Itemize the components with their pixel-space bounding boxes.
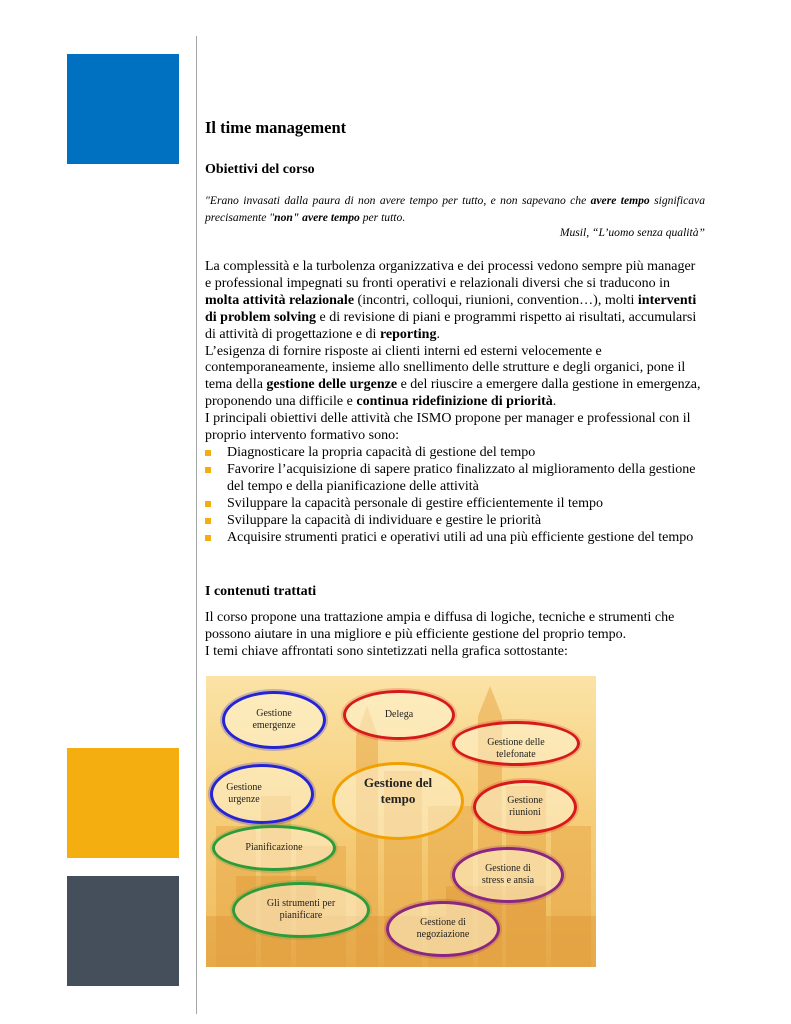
oval-label: Delega — [384, 709, 414, 720]
quote-attribution: Musil, “L’uomo senza qualità” — [559, 226, 705, 239]
bullet-square-icon — [205, 518, 211, 524]
vertical-divider — [196, 36, 197, 1014]
paragraph-themes: I temi chiave affrontati sono sintetizzati nella grafica sottostante: — [205, 643, 568, 659]
section-heading-contenuti: I contenuti trattati — [205, 584, 317, 599]
text-run: L’esigenza di fornire risposte ai clienti interni ed esterni velocemente e contemporaneamente, insieme allo snellimento delle strutture e degli organici, pone il tema della — [205, 343, 686, 393]
list-item — [205, 496, 705, 513]
oval-label: Gestione di stress e ansia — [481, 863, 535, 886]
oval-label: Gestione di negoziazione — [416, 917, 470, 940]
oval-gestione-urgenze — [210, 764, 314, 824]
text-run: . — [436, 326, 440, 342]
text-run: (incontri, colloqui, riunioni, convention…), molti — [354, 292, 638, 308]
list-item-text: Sviluppare la capacità personale di gestire efficientemente il tempo — [227, 495, 604, 511]
oval-label: Gli strumenti per pianificare — [266, 898, 336, 921]
oval-gestione-emergenze — [222, 691, 326, 749]
bold-run: reporting — [379, 326, 437, 342]
contents-body — [205, 610, 705, 661]
oval-label: Gestione riunioni — [507, 795, 543, 818]
oval-label: Gestione emergenze — [252, 708, 296, 731]
oval-label: Gestione del tempo — [363, 775, 433, 806]
quote-text: per tutto. — [359, 211, 406, 224]
bullet-square-icon — [205, 501, 211, 507]
oval-gestione-telefonate — [452, 721, 580, 766]
objectives-list — [205, 445, 705, 546]
objectives-body — [205, 259, 705, 546]
oval-delega — [343, 690, 455, 740]
list-item — [205, 445, 705, 462]
bullet-square-icon — [205, 467, 211, 473]
oval-label: Gestione urgenze — [226, 782, 262, 805]
text-run: . — [552, 394, 557, 410]
time-management-diagram — [206, 676, 596, 967]
bold-run: molta attività relazionale — [205, 292, 355, 308]
oval-pianificazione — [212, 825, 336, 871]
quote-text: "Erano invasati dalla paura di non avere tempo per tutto, e non sapevano che — [205, 194, 591, 207]
bold-run: gestione delle urgenze — [266, 377, 398, 393]
list-item — [205, 530, 705, 547]
paragraph-contents: Il corso propone una trattazione ampia e diffusa di logiche, tecniche e strumenti che possono aiutare in una migliore e più efficiente gestione del proprio tempo. — [205, 610, 675, 642]
quote — [205, 192, 705, 226]
bullet-square-icon — [205, 450, 211, 456]
quote-emphasis: non" avere tempo — [274, 211, 360, 224]
section-heading-obiettivi: Obiettivi del corso — [205, 162, 315, 177]
oval-gestione-riunioni — [473, 780, 577, 834]
list-item-text: Favorire l’acquisizione di sapere pratico finalizzato al miglioramento della gestione del tempo e della pianificazione delle attività — [227, 461, 696, 494]
bold-run: continua ridefinizione di priorità — [356, 394, 553, 410]
oval-label: Gestione delle telefonate — [487, 736, 545, 760]
decorative-blue-square — [67, 54, 179, 164]
text-run: e di revisione di piani e programmi rispetto ai risultati, accumularsi di attività di progettazione e di — [205, 309, 697, 342]
quote-text: significava precisamente " — [205, 194, 705, 224]
text-run: La complessità e la turbolenza organizzativa e dei processi vedono sempre più manager e professional impegnati su fronti operativi e relazionali diversi che si traducono in — [205, 259, 696, 291]
text-run: e del riuscire a emergere dalla gestione in emergenza, proponendo una difficile e — [205, 377, 701, 410]
list-item-text: Diagnosticare la propria capacità di gestione del tempo — [227, 444, 536, 460]
quote-emphasis: avere tempo — [590, 194, 650, 207]
decorative-slate-square — [67, 876, 179, 986]
list-item-text: Acquisire strumenti pratici e operativi utili ad una più efficiente gestione del tempo — [227, 529, 694, 545]
oval-gestione-del-tempo — [332, 762, 464, 840]
oval-strumenti-pianificare — [232, 882, 370, 938]
paragraph-urgency — [205, 344, 705, 412]
bold-run: interventi di problem solving — [205, 292, 697, 325]
paragraph-complexity — [205, 259, 705, 344]
list-item — [205, 462, 705, 496]
list-item-text: Sviluppare la capacità di individuare e gestire le priorità — [227, 512, 542, 528]
decorative-orange-square — [67, 748, 179, 858]
page-title: Il time management — [205, 118, 347, 137]
bullet-square-icon — [205, 535, 211, 541]
paragraph-objectives-intro: I principali obiettivi delle attività che ISMO propone per manager e professional con il proprio intervento formativo sono: — [205, 411, 691, 444]
oval-label: Pianificazione — [245, 842, 303, 853]
oval-gestione-negoziazione — [386, 901, 500, 957]
oval-gestione-stress — [452, 847, 564, 903]
list-item — [205, 513, 705, 530]
